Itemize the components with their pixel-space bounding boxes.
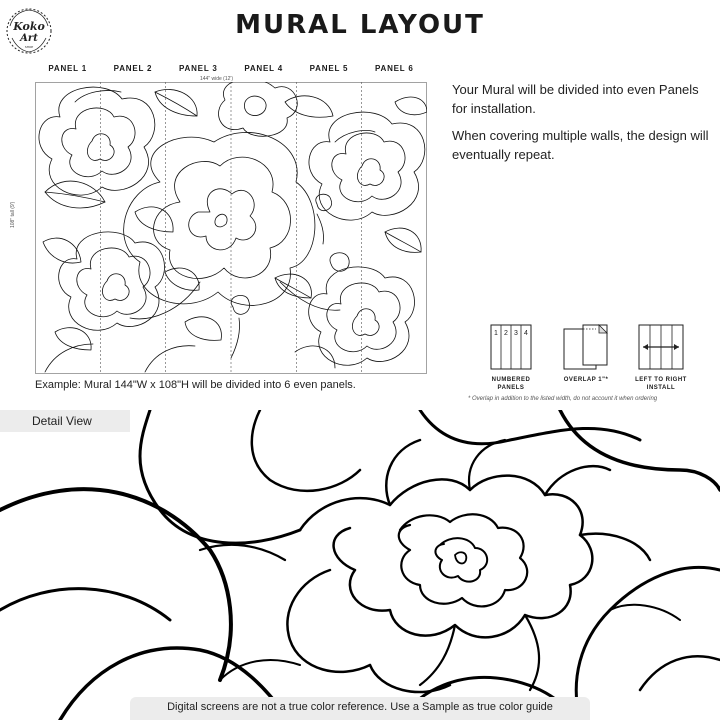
- left-to-right-arrow-icon: [637, 323, 685, 371]
- panel-label: PANEL 1: [48, 64, 87, 73]
- panel-labels: [35, 64, 427, 73]
- panel-number: 2: [504, 330, 508, 337]
- mural-caption: Example: Mural 144"W x 108"H will be divided into 6 even panels.: [35, 379, 356, 391]
- overlap-footnote: * Overlap in addition to the listed width, do not account it when ordering: [468, 396, 658, 402]
- panel-label: PANEL 6: [374, 64, 414, 73]
- svg-text:Art: Art: [20, 33, 38, 44]
- mural-preview: [35, 82, 427, 374]
- info-line-repeat: When covering multiple walls, the design will eventually repeat.: [452, 128, 709, 162]
- numbered-panels-icon: [489, 323, 533, 371]
- panel-label: PANEL 5: [309, 64, 349, 73]
- overlap-label: OVERLAP 1"*: [563, 377, 609, 383]
- numbered-panels-label: NUMBERED PANELS: [491, 377, 531, 391]
- panel-number: 4: [524, 330, 528, 337]
- panel-number: 3: [514, 330, 518, 337]
- color-disclaimer: Digital screens are not a true color reference. Use a Sample as true color guide: [130, 697, 590, 720]
- info-text: [452, 80, 712, 172]
- detail-view-illustration: [0, 410, 720, 720]
- panel-label: PANEL 2: [113, 64, 153, 73]
- direction-label: LEFT TO RIGHT INSTALL: [635, 377, 687, 391]
- overlap-icon: [561, 323, 611, 371]
- panel-label: PANEL 3: [178, 64, 218, 73]
- page-title: MURAL LAYOUT: [235, 10, 485, 40]
- panel-number: 1: [494, 330, 498, 337]
- svg-text:SHOP: SHOP: [24, 45, 34, 49]
- mural-width-dimension: 144" wide (12'): [200, 76, 234, 82]
- panel-label: PANEL 4: [244, 64, 283, 73]
- numbered-panels-block: [478, 323, 544, 392]
- info-line-panels: Your Mural will be divided into even Panels for installation.: [452, 82, 699, 116]
- direction-block: [628, 323, 694, 392]
- mural-height-dimension: 108" tall (9'): [10, 201, 16, 228]
- svg-text:Koko: Koko: [13, 20, 45, 33]
- detail-view-label: Detail View: [0, 410, 130, 432]
- overlap-block: [553, 323, 619, 384]
